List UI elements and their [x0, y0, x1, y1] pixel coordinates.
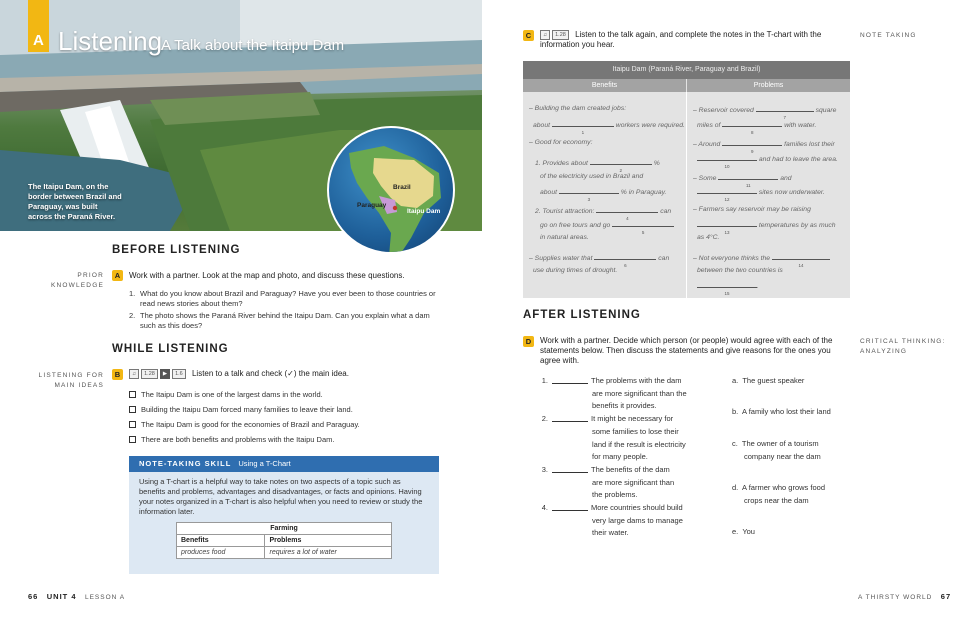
benefit-line: in natural areas.	[540, 234, 589, 241]
video-icon[interactable]: ▶	[160, 369, 170, 379]
map-label-paraguay: Paraguay	[357, 202, 387, 209]
main-idea-options	[129, 387, 360, 447]
benefit-line: about 1 workers were required.	[533, 119, 685, 131]
instruction-text: Listen to the talk again, and complete the notes in the T-chart with the information you hear.	[540, 30, 822, 50]
option-checkbox[interactable]	[129, 391, 136, 398]
benefit-line: about 3 % in Paraguay.	[540, 186, 666, 198]
exercise-a-instruction: Work with a partner. Look at the map and photo, and discuss these questions.	[129, 271, 405, 280]
south-america-map	[329, 128, 455, 254]
itaipu-tchart	[523, 61, 850, 298]
map-label-brazil: Brazil	[393, 184, 411, 191]
problem-line: – Farmers say reservoir may be raising	[693, 206, 811, 213]
statements-list	[536, 375, 716, 540]
person-option-a: a. The guest speaker	[732, 376, 805, 385]
option-row[interactable]	[129, 402, 360, 417]
answer-blank[interactable]	[552, 464, 588, 473]
globe-map	[327, 126, 455, 254]
question-item	[129, 311, 441, 331]
problem-line: – Around 9 families lost their	[693, 138, 835, 150]
tchart-divider	[686, 92, 687, 298]
side-label-line: LISTENING FOR	[38, 372, 104, 379]
fill-blank-2[interactable]: 2	[590, 157, 652, 165]
exercise-badge-b: B	[112, 369, 123, 380]
page-subtitle: A Talk about the Itaipu Dam	[161, 37, 345, 54]
tchart-headers	[523, 79, 850, 92]
audio-icon[interactable]: ♫	[129, 369, 139, 379]
option-checkbox[interactable]	[129, 406, 136, 413]
example-tchart-title: Farming	[177, 523, 392, 535]
skill-label: NOTE-TAKING SKILL	[139, 459, 232, 468]
side-label-line: CRITICAL THINKING:	[860, 338, 946, 345]
option-checkbox[interactable]	[129, 421, 136, 428]
fill-blank-1[interactable]: 1	[552, 119, 614, 127]
example-col-problems: Problems	[265, 535, 392, 547]
option-row[interactable]	[129, 432, 360, 447]
person-option-e: e. You	[732, 527, 755, 536]
exercise-b-instruction	[129, 369, 449, 379]
fill-blank-10[interactable]: 10	[697, 153, 757, 161]
question-number: 1.	[129, 289, 136, 298]
before-listening-heading: BEFORE LISTENING	[112, 244, 241, 256]
skill-text: Using a T-chart is a helpful way to take notes on two aspects of a topic such as benefits and problems, advantages and disadvantages, or facts and opinions. Having your notes organized in a T-chart is also helpful when you need to review or study the information later.	[139, 477, 423, 516]
fill-blank-15[interactable]: 15	[697, 280, 757, 288]
fill-blank-4[interactable]: 4	[596, 205, 658, 213]
note-taking-skill-box	[129, 456, 439, 574]
page-number-right: 67	[940, 592, 952, 601]
exercise-c-instruction	[540, 30, 840, 50]
fill-blank-9[interactable]: 9	[722, 138, 782, 146]
audio-icon[interactable]: ♫	[540, 30, 550, 40]
answer-blank[interactable]	[552, 413, 588, 422]
benefit-line: use during times of drought.	[533, 267, 618, 274]
page-title: Listening	[58, 26, 163, 56]
person-option-c: c. The owner of a tourism company near the dam	[732, 439, 821, 461]
option-text: The Itaipu Dam is good for the economies of Brazil and Paraguay.	[141, 420, 360, 429]
problem-line: – Reservoir covered 7 square	[693, 104, 836, 116]
fill-blank-14[interactable]: 14	[772, 252, 830, 260]
problem-line: 12 sites now underwater.	[697, 186, 825, 198]
section-letter: A	[33, 32, 44, 49]
statement-item: 2. It might be necessary for some families to lose their land if the result is electricity for many people.	[541, 414, 686, 462]
fill-blank-8[interactable]: 8	[722, 119, 782, 127]
question-number: 2.	[129, 311, 136, 320]
question-text: The photo shows the Paraná River behind the Itaipu Dam. Can you explain what a dam such as this does?	[140, 311, 430, 330]
fill-blank-13[interactable]: 13	[697, 219, 757, 227]
statement-item: 3. The benefits of the dam are more significant than the problems.	[541, 464, 675, 500]
side-label-line: MAIN IDEAS	[54, 382, 104, 389]
answer-blank[interactable]	[552, 502, 588, 511]
while-listening-heading: WHILE LISTENING	[112, 343, 229, 355]
fill-blank-5[interactable]: 5	[612, 219, 674, 227]
prior-knowledge-label: PRIOR KNOWLEDGE	[50, 272, 104, 289]
option-text: There are both benefits and problems with the Itaipu Dam.	[141, 435, 335, 444]
skill-title: Using a T-Chart	[238, 459, 291, 468]
video-track[interactable]: 1.6	[172, 369, 186, 379]
benefit-line: 1. Provides about 2 %	[535, 157, 660, 169]
person-option-d: d. A farmer who grows food crops near the dam	[732, 483, 825, 505]
example-col-benefits: Benefits	[177, 535, 265, 547]
option-checkbox[interactable]	[129, 436, 136, 443]
benefit-line: – Building the dam created jobs:	[529, 105, 627, 112]
fill-blank-12[interactable]: 12	[697, 186, 757, 194]
benefit-line: – Good for economy:	[529, 139, 593, 146]
footer-right	[858, 592, 951, 601]
answer-blank[interactable]	[552, 375, 588, 384]
photo-caption: The Itaipu Dam, on the border between Brazil and Paraguay, was built across the Paraná River.	[28, 182, 122, 221]
footer-lesson: LESSON A	[84, 594, 126, 601]
side-label-line: ANALYZING	[860, 348, 908, 355]
audio-track[interactable]: 1.28	[552, 30, 569, 40]
question-item	[129, 289, 441, 309]
example-tchart	[176, 522, 392, 559]
media-icons	[129, 369, 186, 379]
problem-line: – Not everyone thinks the 14	[693, 252, 830, 264]
listening-main-ideas-label	[28, 371, 104, 391]
footer-left	[28, 592, 125, 601]
problem-line: – Some 11 and	[693, 172, 792, 184]
problem-line: miles of 8 with water.	[697, 119, 816, 131]
note-taking-label: NOTE TAKING	[860, 32, 917, 39]
critical-thinking-label	[860, 337, 946, 357]
problem-line: 10 and had to leave the area.	[697, 153, 838, 165]
tchart-problems-header: Problems	[753, 82, 784, 89]
option-text: The Itaipu Dam is one of the largest dams in the world.	[141, 390, 323, 399]
skill-box-header	[129, 456, 439, 472]
benefit-line: go on free tours and go 5	[540, 219, 674, 231]
exercise-badge-c: C	[523, 30, 534, 41]
statement-item: 1. The problems with the dam are more significant than the benefits it provides.	[541, 376, 687, 411]
question-text: What do you know about Brazil and Paraguay? Have you ever been to those countries or read news stories about them?	[140, 289, 436, 308]
tchart-title: Itaipu Dam (Paraná River, Paraguay and Brazil)	[523, 61, 850, 79]
option-row[interactable]	[129, 417, 360, 432]
example-cell: produces food	[177, 547, 265, 559]
option-text: Building the Itaipu Dam forced many families to leave their land.	[141, 405, 353, 414]
fill-blank-7[interactable]: 7	[756, 104, 814, 112]
footer-book-title: A THIRSTY WORLD	[858, 594, 933, 601]
page-number-left: 66	[28, 592, 39, 601]
benefit-line: of the electricity used in Brazil and	[540, 173, 644, 180]
exercise-badge-a: A	[112, 270, 123, 281]
benefit-line: 2. Tourist attraction: 4 can	[535, 205, 671, 217]
option-row[interactable]	[129, 387, 360, 402]
fill-blank-11[interactable]: 11	[718, 172, 778, 180]
exercise-badge-d: D	[523, 336, 534, 347]
fill-blank-6[interactable]: 6	[594, 252, 656, 260]
media-icons	[540, 30, 569, 40]
map-label-dam: Itaipu Dam	[407, 208, 441, 215]
tchart-benefits-header: Benefits	[523, 79, 687, 92]
problem-line: between the two countries is	[697, 267, 783, 274]
problem-line: as 4°C.	[697, 234, 720, 241]
instruction-text: Listen to a talk and check (✓) the main idea.	[191, 369, 349, 379]
audio-track[interactable]: 1.28	[141, 369, 158, 379]
benefit-line: – Supplies water that 6 can	[529, 252, 669, 264]
exercise-a-questions	[129, 289, 441, 333]
exercise-d-instruction: Work with a partner. Decide which person (or people) would agree with each of the statements below. Then discuss the statements and give reasons for the ones you agree with.	[540, 336, 833, 365]
footer-unit: UNIT 4	[46, 592, 77, 601]
fill-blank-3[interactable]: 3	[559, 186, 619, 194]
problem-line: 15 .	[697, 280, 759, 292]
statement-item: 4. More countries should build very large dams to manage their water.	[541, 503, 683, 538]
example-cell: requires a lot of water	[265, 547, 392, 559]
after-listening-heading: AFTER LISTENING	[523, 309, 641, 321]
person-option-b: b. A family who lost their land	[732, 407, 831, 416]
problem-line: 13 temperatures by as much	[697, 219, 836, 231]
